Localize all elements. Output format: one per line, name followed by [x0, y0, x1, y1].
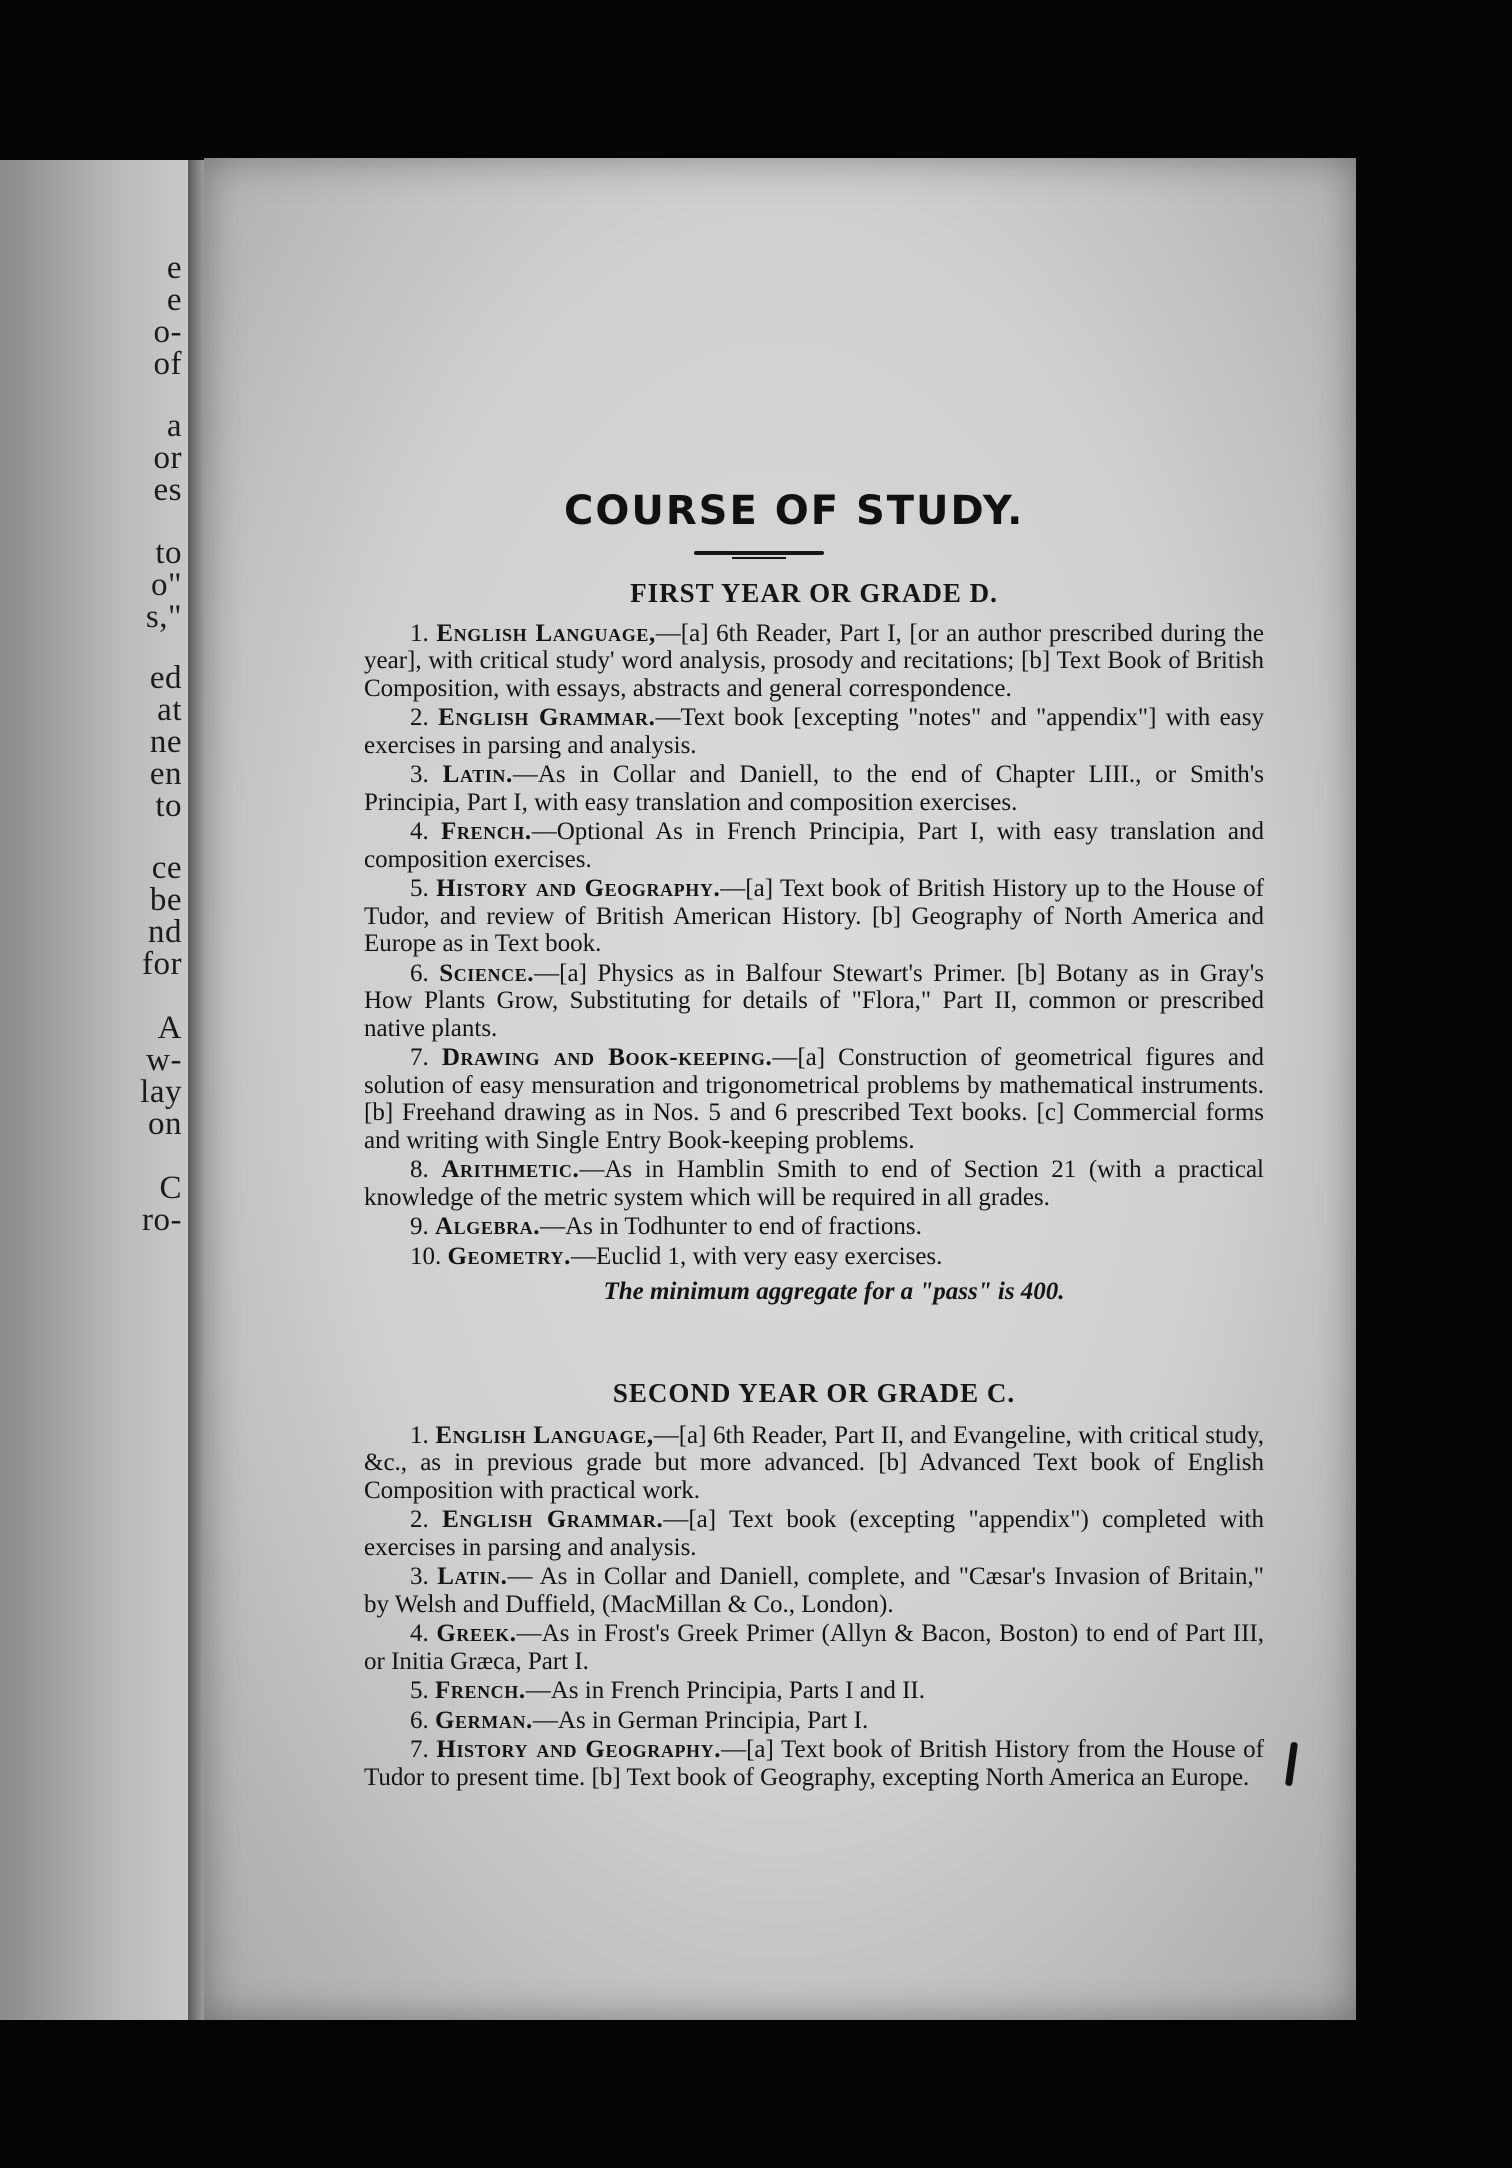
item-list: [364, 1422, 1264, 1792]
course-item: [364, 704, 1264, 759]
item-number: 2.: [410, 704, 429, 731]
course-item: [364, 1677, 1264, 1705]
left-page-text-fragment: be: [149, 882, 182, 918]
item-subject: Arithmetic.: [441, 1156, 580, 1183]
course-item: [364, 1213, 1264, 1241]
item-number: 8.: [410, 1156, 429, 1183]
item-number: 2.: [410, 1506, 429, 1533]
item-number: 1.: [410, 619, 429, 647]
pass-note: The minimum aggregate for a "pass" is 400.: [603, 1278, 1065, 1305]
item-number: 4.: [410, 1620, 429, 1647]
left-page-text-fragment: nd: [148, 914, 182, 950]
left-page-text-fragment: to: [155, 788, 182, 824]
item-number: 7.: [410, 1044, 429, 1071]
item-subject: English Language,: [435, 1421, 654, 1449]
left-page-text-fragment: s,": [145, 599, 182, 635]
item-subject: History and Geography.: [436, 1736, 722, 1763]
left-page-text-fragment: ro-: [142, 1202, 182, 1238]
heading-ornament-rule: [694, 551, 824, 555]
item-text: —As in Collar and Daniell, to the end of Chapter LIII., or Smith's Principia, Part I, with easy translation and composition exercises.: [364, 761, 1265, 816]
left-page-text-fragment: C: [159, 1170, 182, 1206]
item-text: —[a] Construction of geometrical figures and solution of easy mensuration and trigonometrical problems by mathematical instruments. [b] Freehand drawing as in Nos. 5 and 6 prescribed Text books. [c] Commercial forms and writing with Single Entry Book-keeping problems.: [364, 1044, 1265, 1154]
left-page-text-fragment: es: [153, 472, 182, 508]
item-text: —[a] Text book of British History from the House of Tudor to present time. [b] Text book of Geography, excepting North America an Europe.: [364, 1736, 1265, 1791]
course-item: [364, 1563, 1264, 1618]
left-page-text-fragment: e: [166, 250, 182, 286]
left-page-text-fragment: ne: [149, 724, 182, 760]
item-text: —[a] Text book (excepting "appendix") completed with exercises in parsing and analysis.: [364, 1506, 1264, 1561]
section-title: SECOND YEAR OR GRADE C.: [612, 1378, 1016, 1408]
item-text: —Optional As in French Principia, Part I, with easy translation and composition exercises.: [364, 818, 1264, 873]
item-subject: Geometry.: [447, 1242, 571, 1270]
left-page-text-fragment: en: [149, 756, 182, 792]
left-page-text-fragment: on: [148, 1106, 182, 1142]
item-subject: Science.: [439, 959, 535, 987]
item-text: —[a] Physics as in Balfour Stewart's Primer. [b] Botany as in Gray's How Plants Grow, Substituting for details of "Flora," Part II, common or prescribed native plants.: [364, 959, 1265, 1042]
item-subject: French.: [435, 1677, 526, 1704]
item-subject: History and Geography.: [436, 875, 721, 902]
course-item: [364, 1707, 1264, 1735]
item-text: —[a] 6th Reader, Part II, and Evangeline, with critical study, &c., as in previous grade but more advanced. [b] Advanced Text book of English Composition with practical work.: [364, 1421, 1265, 1504]
section-second-year: [364, 1380, 1264, 1793]
left-page-text-fragment: ed: [149, 660, 182, 696]
course-item: [364, 761, 1264, 816]
left-page-text-fragment: o": [151, 567, 182, 603]
left-page-edge: [0, 160, 188, 2020]
section-title: FIRST YEAR OR GRADE D.: [630, 578, 998, 608]
left-page-text-fragment: a: [166, 408, 182, 444]
left-page-text-fragment: to: [155, 535, 182, 571]
course-item: [364, 875, 1264, 958]
item-list: [364, 620, 1264, 1271]
left-page-text-fragment: A: [157, 1010, 182, 1046]
item-text: —Euclid 1, with very easy exercises.: [570, 1242, 943, 1270]
item-subject: German.: [435, 1706, 533, 1734]
left-page-text-fragment: for: [142, 946, 182, 982]
item-number: 10.: [410, 1242, 442, 1270]
item-text: —As in Frost's Greek Primer (Allyn & Bacon, Boston) to end of Part III, or Initia Græca, Part I.: [364, 1620, 1264, 1675]
document-page: [204, 158, 1356, 2020]
item-text: —[a] Text book of British History up to the House of Tudor, and review of British American History. [b] Geography of North America and Europe as in Text book.: [364, 875, 1265, 957]
item-number: 7.: [410, 1736, 429, 1763]
item-number: 6.: [410, 1706, 429, 1734]
item-subject: English Language,: [436, 619, 656, 647]
course-item: [364, 620, 1264, 703]
course-item: [364, 1422, 1264, 1505]
course-item: [364, 1156, 1264, 1211]
item-number: 3.: [410, 1563, 429, 1590]
course-item: [364, 1044, 1264, 1154]
course-item: [364, 1243, 1264, 1271]
course-item: [364, 1736, 1264, 1791]
left-page-text-fragment: o-: [153, 314, 182, 350]
item-subject: English Grammar.: [442, 1506, 664, 1533]
course-item: [364, 818, 1264, 873]
left-page-text-fragment: at: [157, 692, 182, 728]
item-subject: Drawing and Book-keeping.: [441, 1044, 773, 1071]
course-item: [364, 960, 1264, 1043]
left-page-text-fragment: or: [153, 440, 182, 476]
item-text: — As in Collar and Daniell, complete, and "Cæsar's Invasion of Britain," by Welsh and Duffield, (MacMillan & Co., London).: [364, 1563, 1264, 1618]
item-subject: Latin.: [437, 1563, 508, 1590]
book-gutter: [188, 160, 204, 2020]
item-number: 5.: [410, 1677, 429, 1704]
item-subject: Algebra.: [435, 1213, 541, 1240]
item-text: —[a] 6th Reader, Part I, [or an author prescribed during the year], with critical study' word analysis, prosody and recitations; [b] Text Book of British Composition, with essays, abstracts and general correspondence.: [364, 619, 1264, 702]
left-page-text-fragment: e: [166, 282, 182, 318]
item-number: 5.: [410, 875, 429, 902]
left-page-text-fragment: w-: [146, 1042, 182, 1078]
course-item: [364, 1506, 1264, 1561]
item-number: 1.: [410, 1421, 429, 1449]
item-text: —As in Hamblin Smith to end of Section 21 (with a practical knowledge of the metric system which will be required in all grades.: [364, 1156, 1265, 1211]
item-text: —As in German Principia, Part I.: [532, 1706, 869, 1734]
item-subject: French.: [441, 818, 532, 845]
section-first-year: [364, 580, 1264, 1306]
item-number: 4.: [410, 818, 429, 845]
item-number: 6.: [410, 959, 429, 987]
item-text: —Text book [excepting "notes" and "appendix"] with easy exercises in parsing and analysis.: [364, 704, 1265, 759]
item-text: —As in Todhunter to end of fractions.: [540, 1213, 922, 1240]
page-heading: COURSE OF STUDY.: [564, 488, 1025, 534]
item-text: —As in French Principia, Parts I and II.: [525, 1677, 925, 1704]
course-item: [364, 1620, 1264, 1675]
item-subject: Greek.: [436, 1620, 517, 1647]
item-subject: Latin.: [442, 761, 513, 788]
left-page-text-fragment: lay: [140, 1074, 182, 1110]
item-number: 3.: [410, 761, 429, 788]
left-page-text-fragment: ce: [151, 850, 182, 886]
left-page-text-fragment: of: [153, 346, 182, 382]
item-number: 9.: [410, 1213, 429, 1240]
item-subject: English Grammar.: [438, 704, 656, 731]
